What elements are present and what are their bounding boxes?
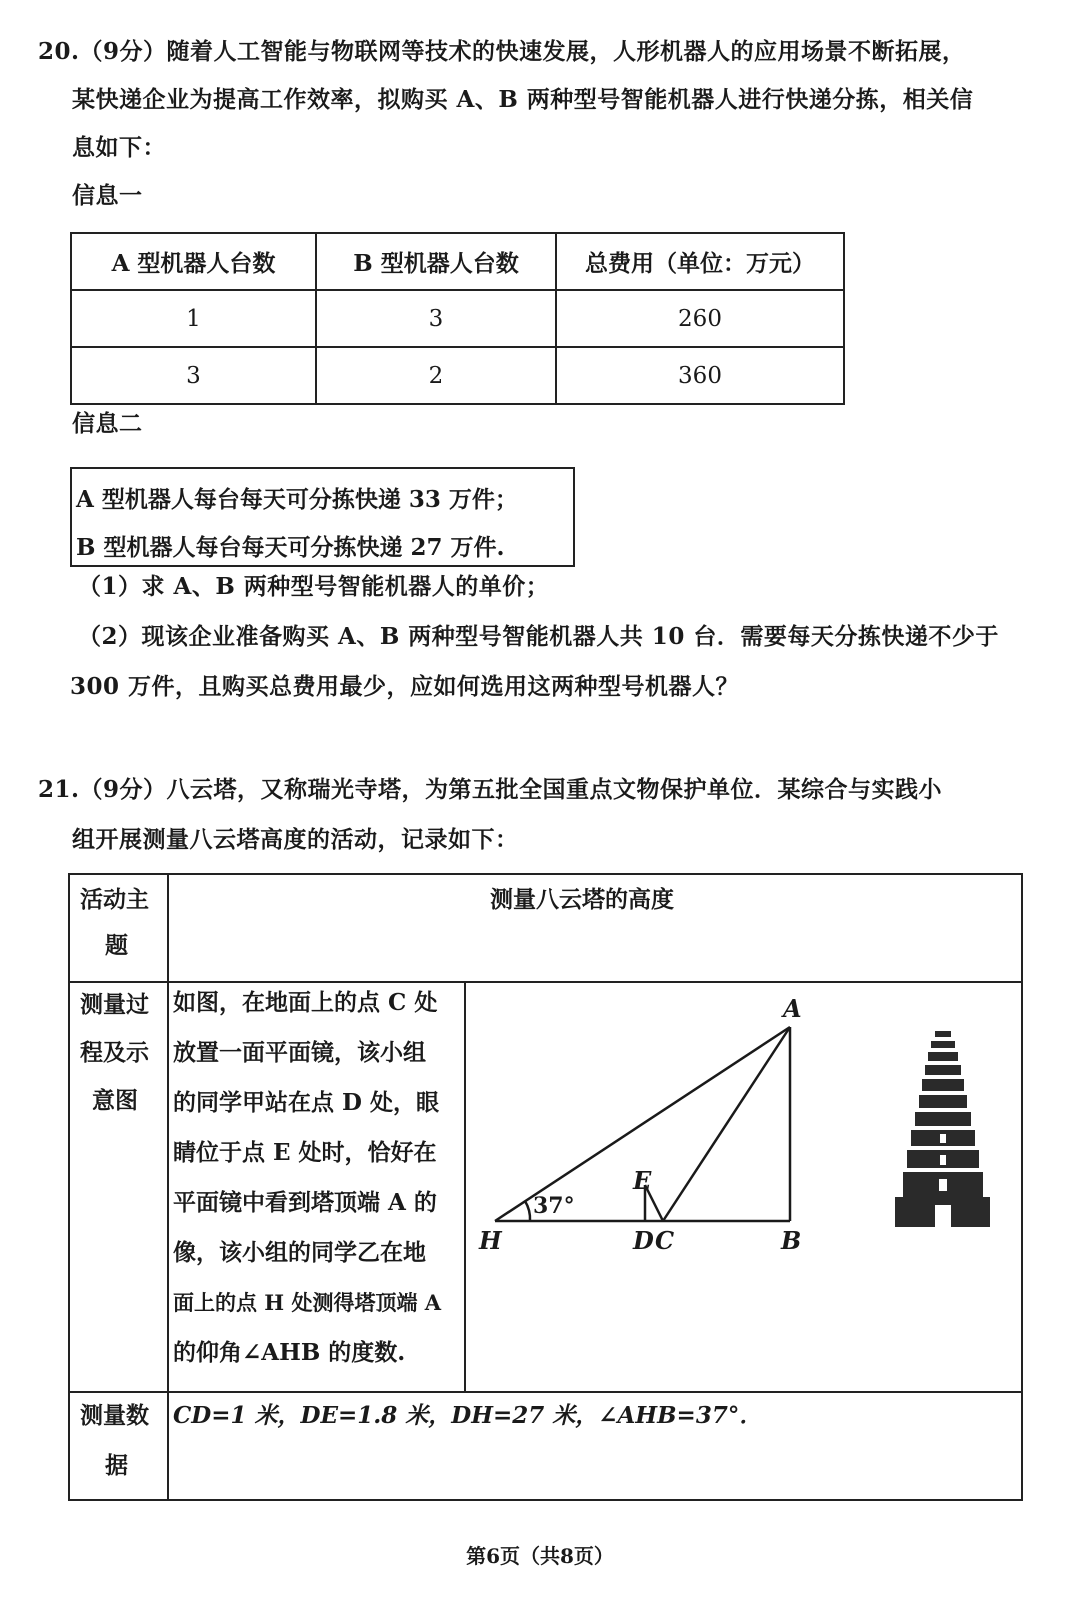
info1-table (70, 232, 845, 405)
data-value: CD=1 米，DE=1.8 米，DH=27 米，∠AHB=37°． (173, 1402, 763, 1429)
table-header: B 型机器人台数 (316, 233, 556, 290)
theme-label-1: 活动主 (80, 886, 149, 913)
q20-part1: （1）求 A、B 两种型号智能机器人的单价； (78, 573, 550, 600)
q20-part2-line-1: （2）现该企业准备购买 A、B 两种型号智能机器人共 10 台．需要每天分拣快递不少于 (78, 623, 999, 650)
q20-line-3: 息如下： (72, 134, 166, 161)
info2-box (70, 467, 575, 567)
table-cell: 3 (316, 290, 556, 347)
label-c: C (655, 1226, 675, 1255)
page-footer: 第6页（共8页） (466, 1544, 614, 1568)
table-cell: 260 (556, 290, 844, 347)
process-text-line: 平面镜中看到塔顶端 A 的 (173, 1189, 437, 1216)
process-text-line: 的仰角∠AHB 的度数. (173, 1339, 406, 1366)
q21-line-1: 21.（9分）八云塔，又称瑞光寺塔，为第五批全国重点文物保护单位．某综合与实践小 (38, 776, 943, 803)
label-d: D (633, 1226, 654, 1255)
table-divider (167, 875, 169, 1499)
table-cell: 1 (71, 290, 316, 347)
activity-table (68, 873, 1023, 1501)
process-text-line: 面上的点 H 处测得塔顶端 A (173, 1290, 442, 1315)
info2-line: B 型机器人每台每天可分拣快递 27 万件. (76, 534, 505, 561)
table-header: 总费用（单位：万元） (556, 233, 844, 290)
angle-arc (525, 1201, 530, 1221)
table-cell: 3 (71, 347, 316, 404)
table-header: A 型机器人台数 (71, 233, 316, 290)
process-label-1: 测量过 (80, 991, 149, 1018)
q20-part2-line-2: 300 万件，且购买总费用最少，应如何选用这两种型号机器人？ (70, 673, 740, 700)
process-label-2: 程及示 (80, 1039, 149, 1066)
process-text-line: 如图，在地面上的点 C 处 (173, 989, 438, 1016)
q21-line-2: 组开展测量八云塔高度的活动，记录如下： (72, 826, 519, 853)
label-e: E (633, 1166, 652, 1195)
process-text-line: 睛位于点 E 处时，恰好在 (173, 1139, 437, 1166)
table-row (71, 347, 844, 404)
data-label-1: 测量数 (80, 1402, 149, 1429)
info2-label: 信息二 (72, 410, 143, 437)
angle-label: 37° (533, 1193, 575, 1219)
label-b: B (781, 1226, 802, 1255)
label-a: A (783, 994, 802, 1023)
info1-label: 信息一 (72, 182, 143, 209)
geometry-diagram (475, 987, 1015, 1387)
info2-line: A 型机器人每台每天可分拣快递 33 万件； (76, 486, 518, 513)
pagoda-icon (895, 1031, 990, 1227)
label-h: H (479, 1226, 502, 1255)
table-row (71, 290, 844, 347)
process-label-3: 意图 (92, 1087, 138, 1114)
table-cell: 360 (556, 347, 844, 404)
table-header-row (71, 233, 844, 290)
data-label-2: 据 (105, 1452, 128, 1479)
line-ac (663, 1027, 790, 1221)
table-divider (464, 983, 466, 1393)
table-cell: 2 (316, 347, 556, 404)
theme-label-2: 题 (105, 932, 128, 959)
process-text-line: 放置一面平面镜，该小组 (173, 1039, 426, 1066)
process-text-line: 像，该小组的同学乙在地 (173, 1239, 426, 1266)
q20-line-1: 20.（9分）随着人工智能与物联网等技术的快速发展，人形机器人的应用场景不断拓展， (38, 38, 966, 65)
q20-line-2: 某快递企业为提高工作效率，拟购买 A、B 两种型号智能机器人进行快递分拣，相关信 (72, 86, 974, 113)
theme-value: 测量八云塔的高度 (490, 886, 674, 913)
process-text-line: 的同学甲站在点 D 处，眼 (173, 1089, 439, 1116)
